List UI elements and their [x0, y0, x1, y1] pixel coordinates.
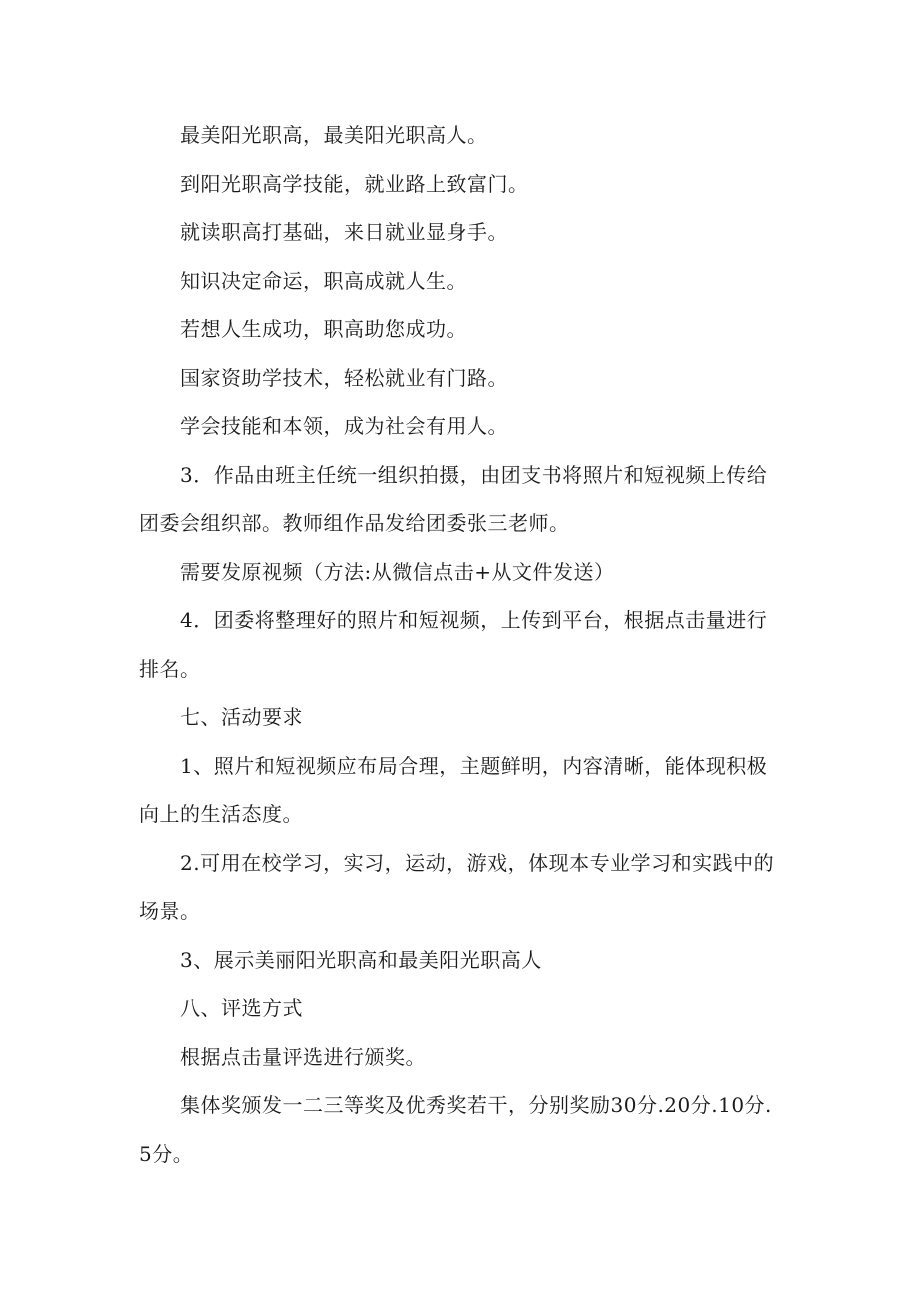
slogan-paragraph: 到阳光职高学技能，就业路上致富门。 — [180, 171, 529, 196]
slogan-paragraph: 就读职高打基础，来日就业显身手。 — [180, 220, 508, 244]
slogan-paragraph: 学会技能和本领，成为社会有用人。 — [180, 414, 508, 438]
requirement-2-paragraph: 2.可用在校学习，实习，运动，游戏，体现本专业学习和实践中的场景。 — [139, 850, 775, 923]
requirement-3-paragraph: 3、展示美丽阳光职高和最美阳光职高人 — [180, 947, 542, 972]
selection-paragraph: 根据点击量评选进行颁奖。 — [180, 1044, 426, 1069]
section-heading-requirements: 七、活动要求 — [180, 705, 303, 729]
slogan-paragraph: 国家资助学技术，轻松就业有门路。 — [180, 365, 508, 390]
video-note-paragraph: 需要发原视频（方法:从微信点击+从文件发送） — [180, 559, 615, 584]
section-heading-selection: 八、评选方式 — [180, 996, 303, 1020]
step-4-paragraph: 4．团委将整理好的照片和短视频，上传到平台，根据点击量进行排名。 — [139, 608, 768, 681]
awards-paragraph: 集体奖颁发一二三等奖及优秀奖若干，分别奖励30分.20分.10分.5分。 — [139, 1093, 772, 1166]
document-body — [139, 111, 784, 1178]
slogan-paragraph: 最美阳光职高，最美阳光职高人。 — [180, 123, 488, 147]
slogan-paragraph: 知识决定命运，职高成就人生。 — [180, 268, 467, 293]
requirement-1-paragraph: 1、照片和短视频应布局合理，主题鲜明，内容清晰，能体现积极向上的生活态度。 — [139, 753, 768, 826]
step-3-paragraph: 3．作品由班主任统一组织拍摄，由团支书将照片和短视频上传给团委会组织部。教师组作品发给团委张三老师。 — [139, 462, 768, 535]
slogan-paragraph: 若想人生成功，职高助您成功。 — [180, 317, 467, 341]
